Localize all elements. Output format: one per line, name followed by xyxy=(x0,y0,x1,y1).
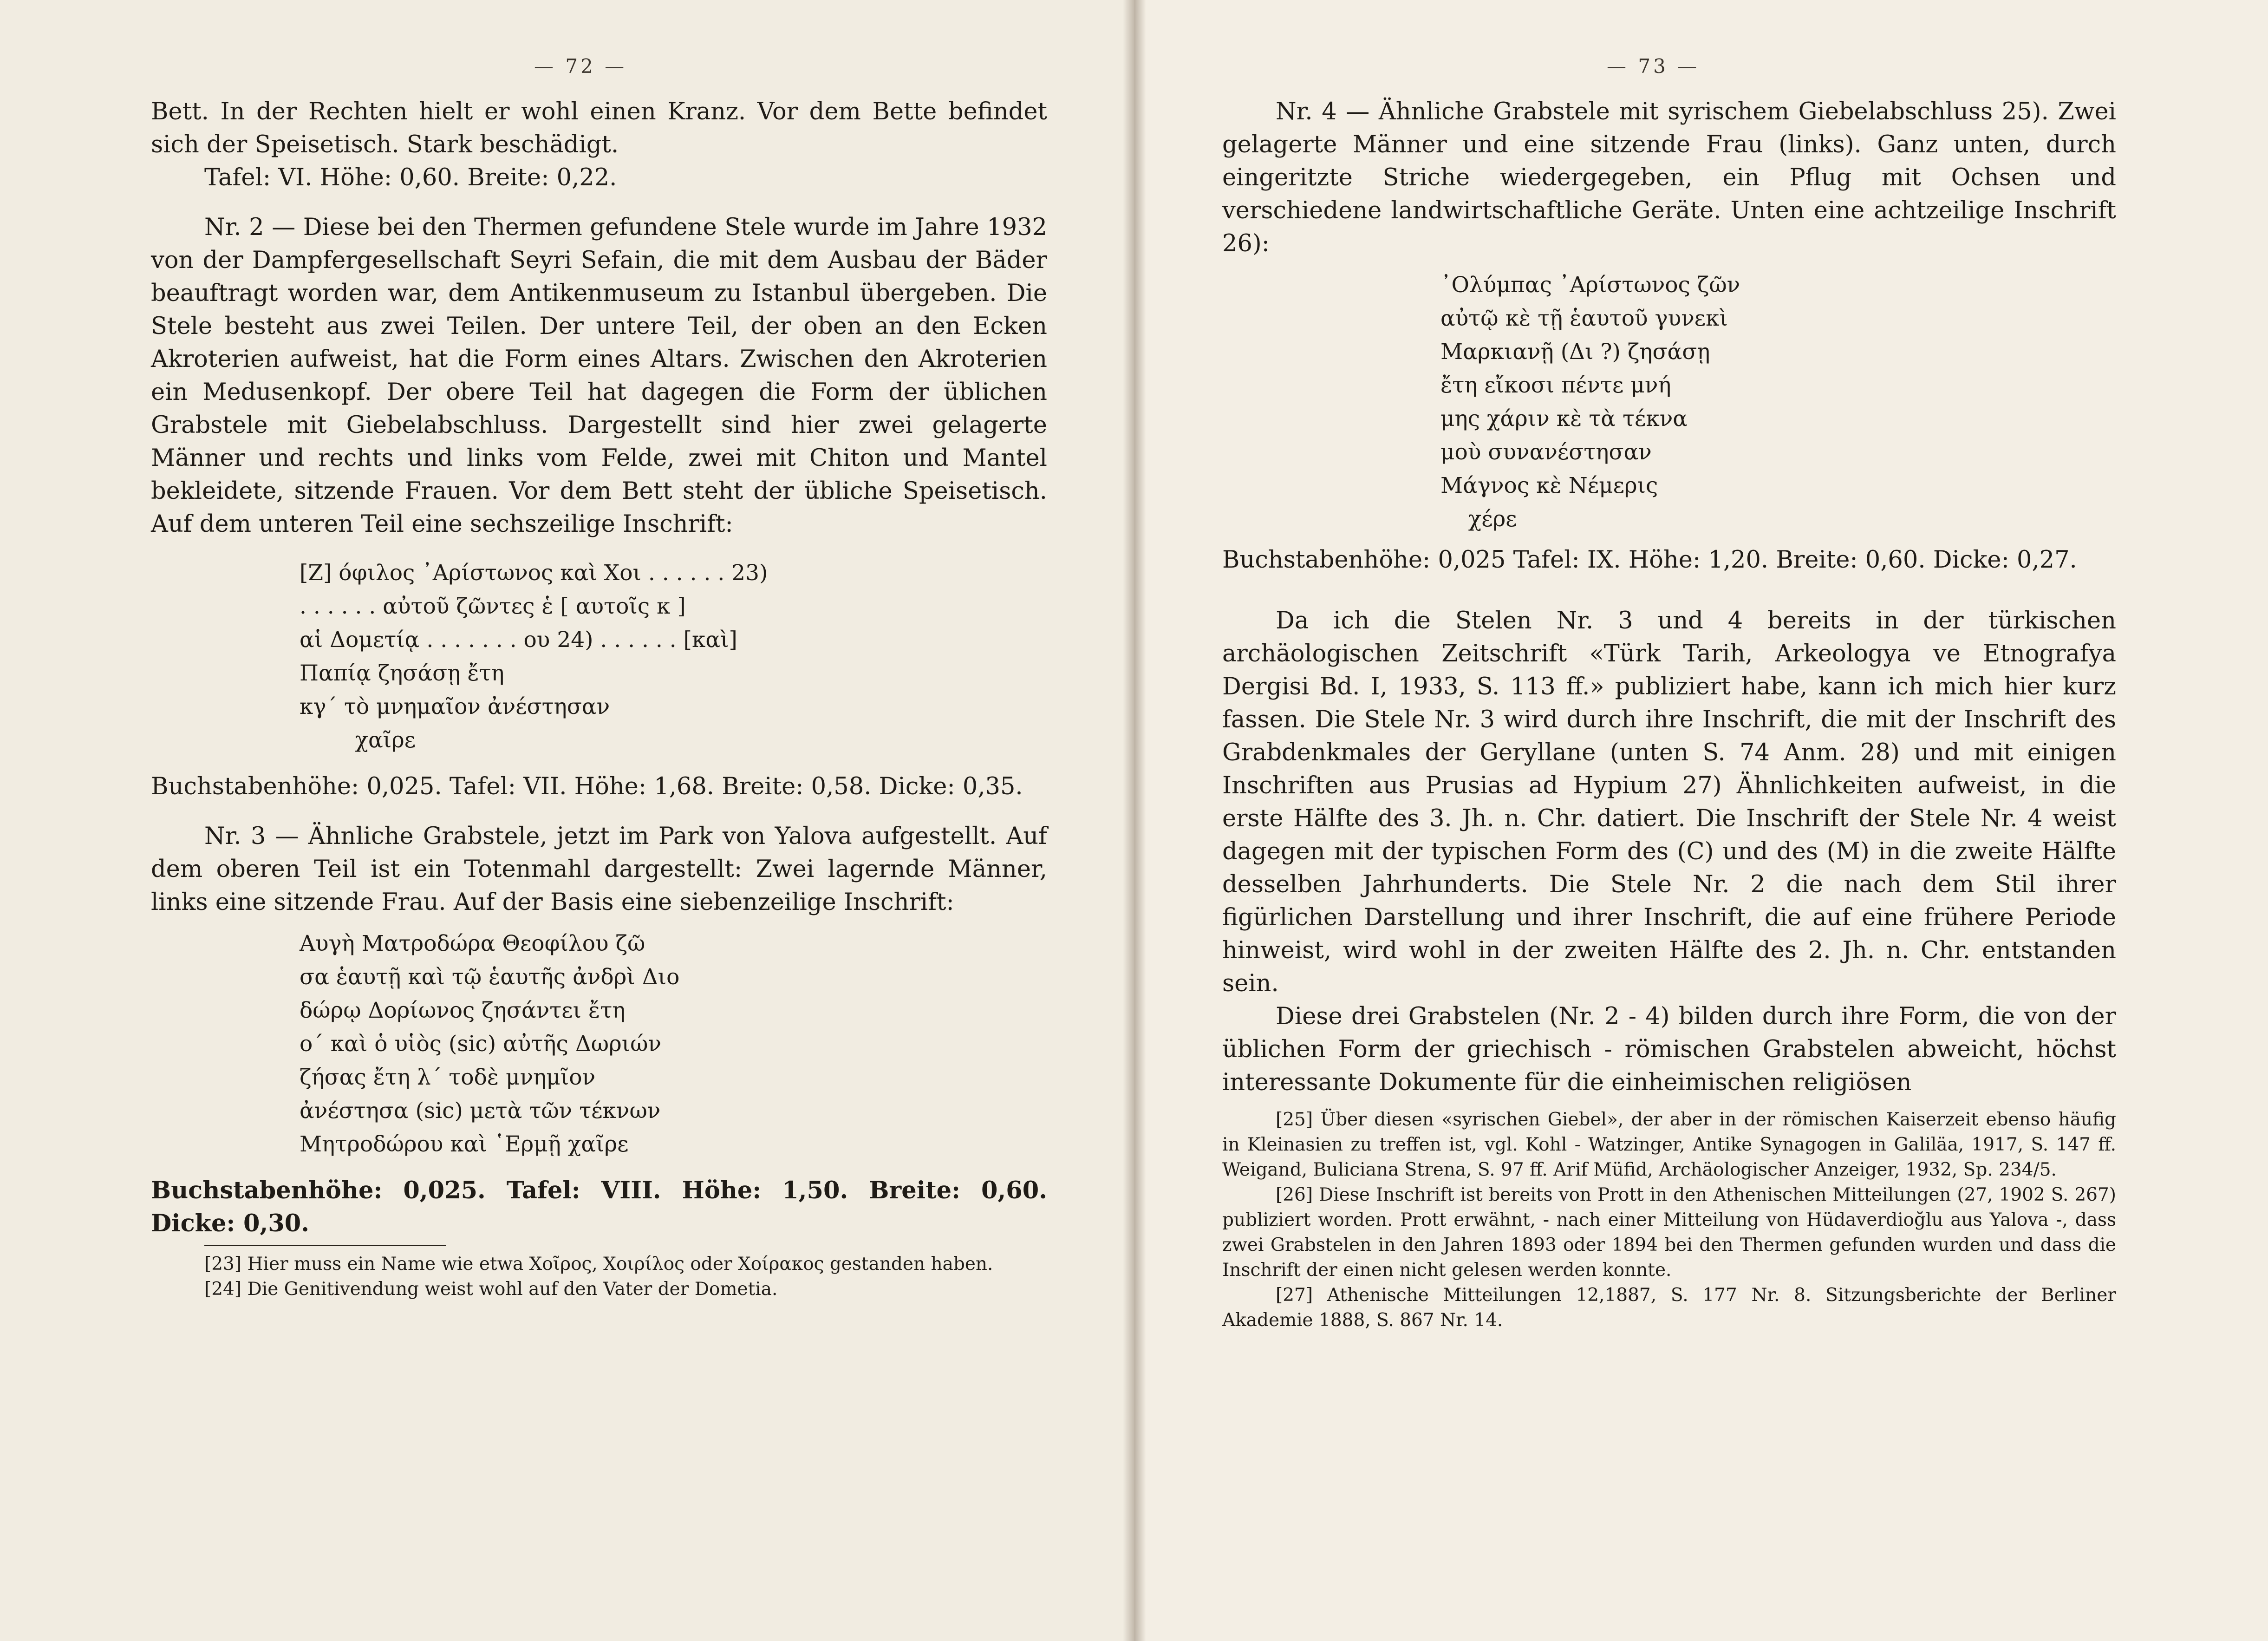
inscription-line: χαῖρε xyxy=(300,727,416,753)
inscription-nr2 xyxy=(300,556,1047,757)
paragraph-continuation: Bett. In der Rechten hielt er wohl einen Kranz. Vor dem Bette befindet sich der Speisetisch. Stark beschädigt. xyxy=(151,98,1047,158)
footnote-23: [23] Hier muss ein Name wie etwa Χοῖρος, Χοιρίλος oder Χοίρακος gestanden haben. xyxy=(204,1254,993,1275)
footnote-separator xyxy=(204,1245,446,1246)
inscription-line: αὐτῷ κὲ τῇ ἑαυτοῦ γυνεκὶ xyxy=(1440,306,1728,331)
book-gutter xyxy=(1123,0,1146,1641)
inscription-line: ἀνέστησα (sic) μετὰ τῶν τέκνων xyxy=(300,1098,661,1124)
footnote-27: [27] Athenische Mitteilungen 12,1887, S. 177 Nr. 8. Sitzungsberichte der Berliner Akademie 1888, S. 867 Nr. 14. xyxy=(1222,1285,2116,1331)
left-text-column xyxy=(151,95,1047,1302)
paragraph-summary: Diese drei Grabstelen (Nr. 2 - 4) bilden durch ihre Form, die von der üblichen Form der griechisch - römischen Grabstelen abweicht, höchst interessante Dokumente für die einheimischen religiösen xyxy=(1222,1003,2116,1096)
inscription-line: σα ἑαυτῇ καὶ τῷ ἑαυτῆς ἀνδρὶ Διο xyxy=(300,964,680,990)
inscription-line: χέρε xyxy=(1440,506,1517,532)
inscription-line: Αυγὴ Ματροδώρα Θεοφίλου ζῶ xyxy=(300,931,645,956)
footnote-25: [25] Über diesen «syrischen Giebel», der aber in der römischen Kaiserzeit ebenso häufig in Kleinasien zu treffen ist, vgl. Kohl - Watzinger, Antike Synagogen in Galiläa, 1917, S. 147 ff. Weigand, Buliciana Strena, S. 97 ff. Arif Müfid, Archäologischer Anzeiger, 1932, Sp. 234/5. xyxy=(1222,1109,2116,1180)
inscription-line: ἔτη εἴκοσι πέντε μνή xyxy=(1440,373,1671,398)
paragraph-nr3: Nr. 3 — Ähnliche Grabstele, jetzt im Park von Yalova aufgestellt. Auf dem oberen Teil ist ein Totenmahl dargestellt: Zwei lagernde Männer, links eine sitzende Frau. Auf der Basis eine siebenzeilige Inschrift: xyxy=(151,823,1047,916)
paragraph-nr2: Nr. 2 — Diese bei den Thermen gefundene Stele wurde im Jahre 1932 von der Dampfergesellschaft Seyri Sefain, die mit dem Ausbau der Bäder beauftragt worden war, dem Antikenmuseum zu Istanbul übergeben. Die Stele besteht aus zwei Teilen. Der untere Teil, der oben an den Ecken Akroterien aufweist, hat die Form eines Altars. Zwischen den Akroterien ein Medusenkopf. Der obere Teil hat dagegen die Form der üblichen Grabstele mit Giebelabschluss. Dargestellt sind hier zwei gelagerte Männer und rechts und links vom Felde, zwei mit Chiton und Mantel bekleidete, sitzende Frauen. Vor dem Bett steht der übliche Speisetisch. Auf dem unteren Teil eine sechszeilige Inschrift: xyxy=(151,214,1047,538)
inscription-line: ο´ καὶ ὁ υἱὸς (sic) αὐτῆς Δωριών xyxy=(300,1031,662,1057)
inscription-line: Μαρκιανῇ (Δι ?) ζησάσῃ xyxy=(1440,339,1710,365)
measurements-nr3: Buchstabenhöhe: 0,025. Tafel: VIII. Höhe: 1,50. Breite: 0,60. Dicke: 0,30. xyxy=(151,1177,1047,1237)
footnote-26: [26] Diese Inschrift ist bereits von Prott in den Athenischen Mitteilungen (27, 1902 S. 267) publiziert worden. Prott erwähnt, - nach einer Mitteilung von Hüdaverdioğlu aus Yalova -, dass zwei Grabstelen in den Jahren 1893 oder 1894 bei den Thermen gefunden wurden und dass die Inschrift der einen nicht gelesen werden konnte. xyxy=(1222,1184,2116,1281)
inscription-nr4 xyxy=(1440,268,2116,536)
measurements-nr2: Buchstabenhöhe: 0,025. Tafel: VII. Höhe: 1,68. Breite: 0,58. Dicke: 0,35. xyxy=(151,773,1023,800)
inscription-line: μοὺ συνανέστησαν xyxy=(1440,439,1652,465)
inscription-line: δώρῳ Δορίωνος ζησάντει ἔτη xyxy=(300,998,626,1023)
measurements-nr4: Buchstabenhöhe: 0,025 Tafel: IX. Höhe: 1,20. Breite: 0,60. Dicke: 0,27. xyxy=(1222,546,2077,574)
paragraph-nr4: Nr. 4 — Ähnliche Grabstele mit syrischem Giebelabschluss 25). Zwei gelagerte Männer und eine sitzende Frau (links). Ganz unten, durch eingeritzte Striche wiedergegeben, ein Pflug mit Ochsen und verschiedene landwirtschaftliche Geräte. Unten eine achtzeilige Inschrift 26): xyxy=(1222,98,2116,257)
inscription-line: Παπίᾳ ζησάσῃ ἔτη xyxy=(300,660,504,686)
right-page xyxy=(1133,0,2268,1641)
inscription-line: . . . . . . αὐτοῦ ζῶντες ἑ [ αυτοῖς κ ] xyxy=(300,594,686,619)
inscription-line: αἱ Δομετίᾳ . . . . . . . ου 24) . . . . . . [καὶ] xyxy=(300,627,737,653)
inscription-line: [Ζ] όφιλος ᾿Αρίστωνος καὶ Χοι . . . . . . 23) xyxy=(300,560,768,586)
inscription-line: μης χάριν κὲ τὰ τέκνα xyxy=(1440,406,1688,431)
paragraph-dating: Da ich die Stelen Nr. 3 und 4 bereits in der türkischen archäologischen Zeitschrift «Türk Tarih, Arkeologya ve Etnografya Dergisi Bd. I, 1933, S. 113 ff.» publiziert habe, kann ich mich hier kurz fassen. Die Stele Nr. 3 wird durch ihre Inschrift, die mit der Inschrift des Grabdenkmales der Geryllane (unten S. 74 Anm. 28) und mit einigen Inschriften aus Prusias ad Hypium 27) Ähnlichkeiten aufweist, in die erste Hälfte des 3. Jh. n. Chr. datiert. Die Inschrift der Stele Nr. 4 weist dagegen mit der typischen Form des (C) und des (M) in die zweite Hälfte desselben Jahrhunderts. Die Stele Nr. 2 die nach dem Stil ihrer figürlichen Darstellung und ihrer Inschrift, die auf eine frühere Periode hinweist, wird wohl in der zweiten Hälfte des 2. Jh. n. Chr. entstanden sein. xyxy=(1222,607,2116,997)
page-number: — 73 — xyxy=(1607,55,1700,78)
inscription-line: κγ´ τὸ μνημαῖον ἀνέστησαν xyxy=(300,694,610,719)
inscription-line: ᾿Ολύμπας ᾿Αρίστωνος ζῶν xyxy=(1440,272,1740,298)
right-text-column xyxy=(1222,95,2116,1333)
left-page xyxy=(0,0,1133,1641)
footnote-24: [24] Die Genitivendung weist wohl auf den Vater der Dometia. xyxy=(204,1279,778,1300)
inscription-nr3 xyxy=(300,927,1047,1161)
plate-measurements: Tafel: VI. Höhe: 0,60. Breite: 0,22. xyxy=(204,164,617,191)
page-number: — 72 — xyxy=(534,55,627,78)
inscription-line: Μάγνος κὲ Νέμερις xyxy=(1440,473,1658,498)
inscription-line: ζήσας ἔτη λ´ τοδὲ μνημῖον xyxy=(300,1065,596,1090)
inscription-line: Μητροδώρου καὶ ῾Ερμῇ χαῖρε xyxy=(300,1131,629,1157)
